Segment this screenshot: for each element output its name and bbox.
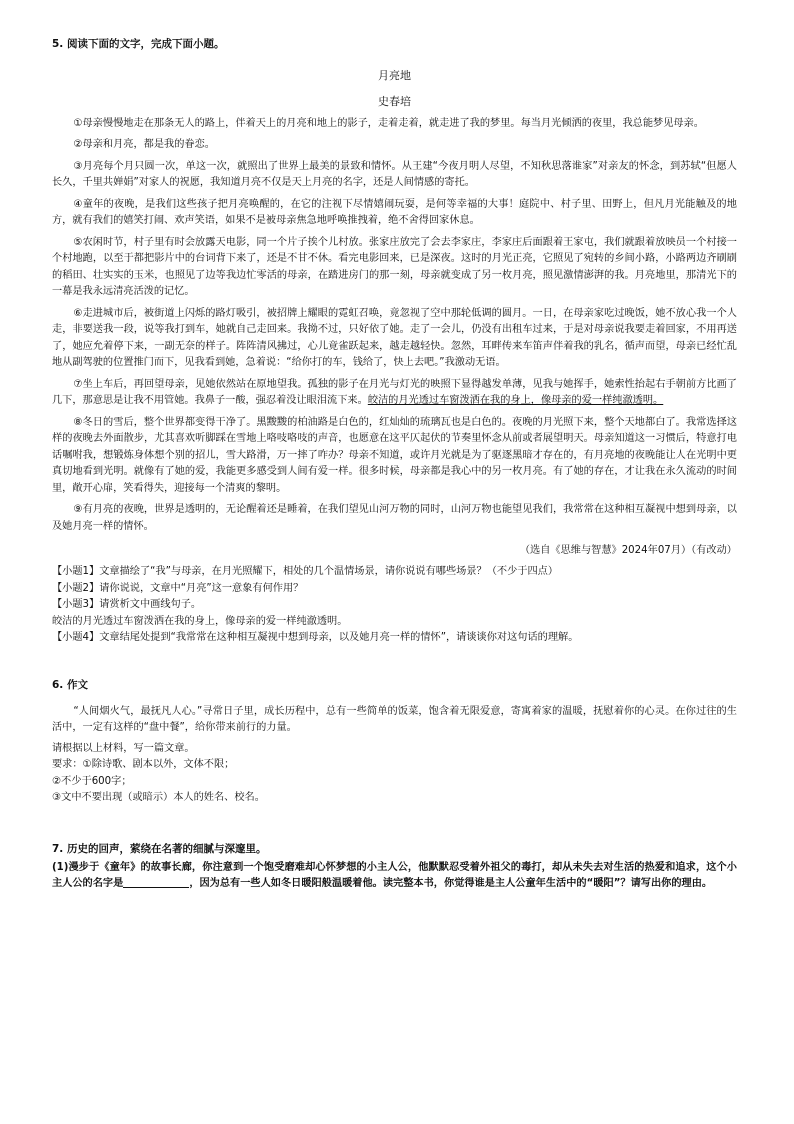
paragraph-6: ⑥走进城市后，被街道上闪烁的路灯吸引，被招牌上耀眼的霓虹召唤，竟忽视了空中那轮低调的圆月。一日，在母亲家吃过晚饭，她不放心我一个人走，非要送我一段，说等我打到车，她就自己走回来。我拗不过，只好依了她。走了一会儿，仍没有出租车过来，于是对母亲说我要走着回家，不用再送了，她应允着停下来，一副无奈的样子。阵阵清风拂过，心儿竟雀跃起来，越走越轻快。忽然，耳畔传来车笛声伴着我的乳名，循声而望，母亲已经忙乱地从副驾驶的位置推门而下，见我看到她，急着说：“给你打的车，钱给了，快上去吧。”我激动无语。 xyxy=(52,307,737,369)
article-source: （选自《思维与智慧》2024年07月）（有改动） xyxy=(519,545,737,557)
paragraph-7-text: ⑦坐上车后，再回望母亲，见她依然站在原地望我。孤独的影子在月光与灯光的映照下显得越发单薄，见我与她挥手，她索性抬起右手朝前方比画了几下，那意思是让我不用管她。我鼻子一酸，强忍着没让眼泪流下来。 xyxy=(52,378,737,407)
question-6 xyxy=(52,677,737,807)
paragraph-4: ④童年的夜晚，是我们这些孩子把月亮唤醒的，在它的注视下尽情嬉闹玩耍，是何等幸福的大事！庭院中、村子里、田野上，但凡月光能触及的地方，就有我们的嬉笑打闹、欢声笑语，如果不是被母亲焦急地呼唤推拽着，绝不舍得回家休息。 xyxy=(52,198,737,227)
essay-requirement-3: ③文中不要出现（或暗示）本人的姓名、校名。 xyxy=(52,792,265,804)
subquestion-2: 【小题2】请你说说，文章中“月亮”这一意象有何作用？ xyxy=(52,582,304,594)
paragraph-9: ⑨有月亮的夜晚，世界是透明的，无论醒着还是睡着，在我们望见山河万物的同时，山河万物也能望见我们，我常常在这种相互凝视中想到母亲，以及她月亮一样的情怀。 xyxy=(52,504,737,532)
section-gap xyxy=(52,647,737,677)
essay-requirement-2: ②不少于600字； xyxy=(52,775,132,787)
question-7-part-1-text-end: ，因为总有一些人如冬日暖阳般温暖着他。读完整本书，你觉得谁是主人公童年生活中的“暖阳”？请写出你的理由。 xyxy=(189,878,713,890)
paragraph-1: ①母亲慢慢地走在那条无人的路上，伴着天上的月亮和地上的影子，走着走着，就走进了我的梦里。每当月光倾洒的夜里，我总能梦见母亲。 xyxy=(73,117,704,129)
essay-instruction: 请根据以上材料，写一篇文章。 xyxy=(52,742,195,754)
article-author: 史春培 xyxy=(378,94,411,108)
subquestion-3: 【小题3】请赏析文中画线句子。 xyxy=(52,599,202,611)
paragraph-2: ②母亲和月亮，都是我的眷恋。 xyxy=(73,139,215,151)
underlined-sentence: 皎洁的月光透过车窗泼洒在我的身上，像母亲的爱一样纯澈透明。 xyxy=(367,395,664,407)
article-title: 月亮地 xyxy=(378,69,411,82)
paragraph-7 xyxy=(52,377,737,410)
question-7-part-1 xyxy=(52,860,737,893)
question-7-heading: 7. 历史的回声，萦绕在名著的细腻与深邃里。 xyxy=(52,842,267,855)
essay-requirement-1: 要求：①除诗歌、剧本以外，文体不限； xyxy=(52,759,235,771)
subquestion-4: 【小题4】文章结尾处提到“我常常在这种相互凝视中想到母亲，以及她月亮一样的情怀”，请谈谈你对这句话的理解。 xyxy=(52,632,579,644)
paragraph-8: ⑧冬日的雪后，整个世界都变得干净了。黑黢黢的柏油路是白色的，红灿灿的琉璃瓦也是白色的。夜晚的月光照下来，整个天地都白了。我常选择这样的夜晚去外面散步，尤其喜欢听脚踩在雪地上咯吱咯吱的声音，也愿意在这平仄起伏的节奏里怀念从前或者展望明天。母亲知道这一习惯后，特意打电话嘱咐我，想锻炼身体想个别的招儿，雪大路滑，万一摔了咋办？母亲不知道，或许月光就是为了驱逐黑暗才存在的，有月亮地的夜晚能让人在光明中更真切地看到光明。就像有了她的爱，我能更多感受到人间有爱一样。很多时候，母亲都是我心中的另一枚月亮。有了她的存在，才让我在永久流动的时间里，敞开心扉，笑看得失，迎接每一个清爽的黎明。 xyxy=(52,416,737,494)
subquestion-1: 【小题1】文章描绘了“我”与母亲，在月光照耀下，相处的几个温情场景，请你说说有哪些场景？（不少于四点） xyxy=(52,566,559,577)
subquestion-3-quote: 皎洁的月光透过车窗泼洒在我的身上，像母亲的爱一样纯澈透明。 xyxy=(52,615,348,627)
question-5 xyxy=(52,36,737,647)
question-7-part-1-text: (1)漫步于《童年》的故事长廊，你注意到一个饱受磨难却心怀梦想的小主人公，他默默忍受着外祖父的毒打，却从未失去对生活的热爱和追求，这个小主人公的名字是 xyxy=(52,861,737,890)
paragraph-5: ⑤农闲时节，村子里有时会放露天电影，同一个片子挨个儿村放。张家庄放完了会去李家庄，李家庄后面跟着王家屯，我们就跟着放映员一个村接一个村地跑，以至于都把影片中的台词背下来了，还是不甘不休。看完电影回来，已是深夜。这时的月光正亮，它照见了宛转的乡间小路，小路两边齐刷刷的稻田、壮实实的玉米，也照见了边等我边忙零活的母亲，在踏进房门的那一刻，母亲就变成了另一枚月亮，照见激情澎湃的我。月亮地里，那清光下的一幕是我永远清亮活泼的记忆。 xyxy=(52,236,737,298)
question-5-heading: 5. 阅读下面的文字，完成下面小题。 xyxy=(52,38,225,50)
paragraph-3: ③月亮每个月只圆一次，单这一次，就照出了世界上最美的景致和情怀。从王建“今夜月明人尽望，不知秋思落谁家”对亲友的怀念，到苏轼“但愿人长久，千里共婵娟”对家人的祝愿，我知道月亮不仅是天上月亮的名字，还是人间情感的寄托。 xyxy=(52,160,737,189)
answer-blank[interactable] xyxy=(123,877,189,888)
question-6-heading: 6. 作文 xyxy=(52,678,88,691)
essay-prompt: “人间烟火气，最抚凡人心。”寻常日子里，成长历程中，总有一些简单的饭菜，饱含着无限爱意，寄寓着家的温暖，抚慰着你的心灵。在你过往的生活中，一定有这样的“盘中餐”，给你带来前行的力量。 xyxy=(52,705,737,734)
question-7 xyxy=(52,841,737,893)
